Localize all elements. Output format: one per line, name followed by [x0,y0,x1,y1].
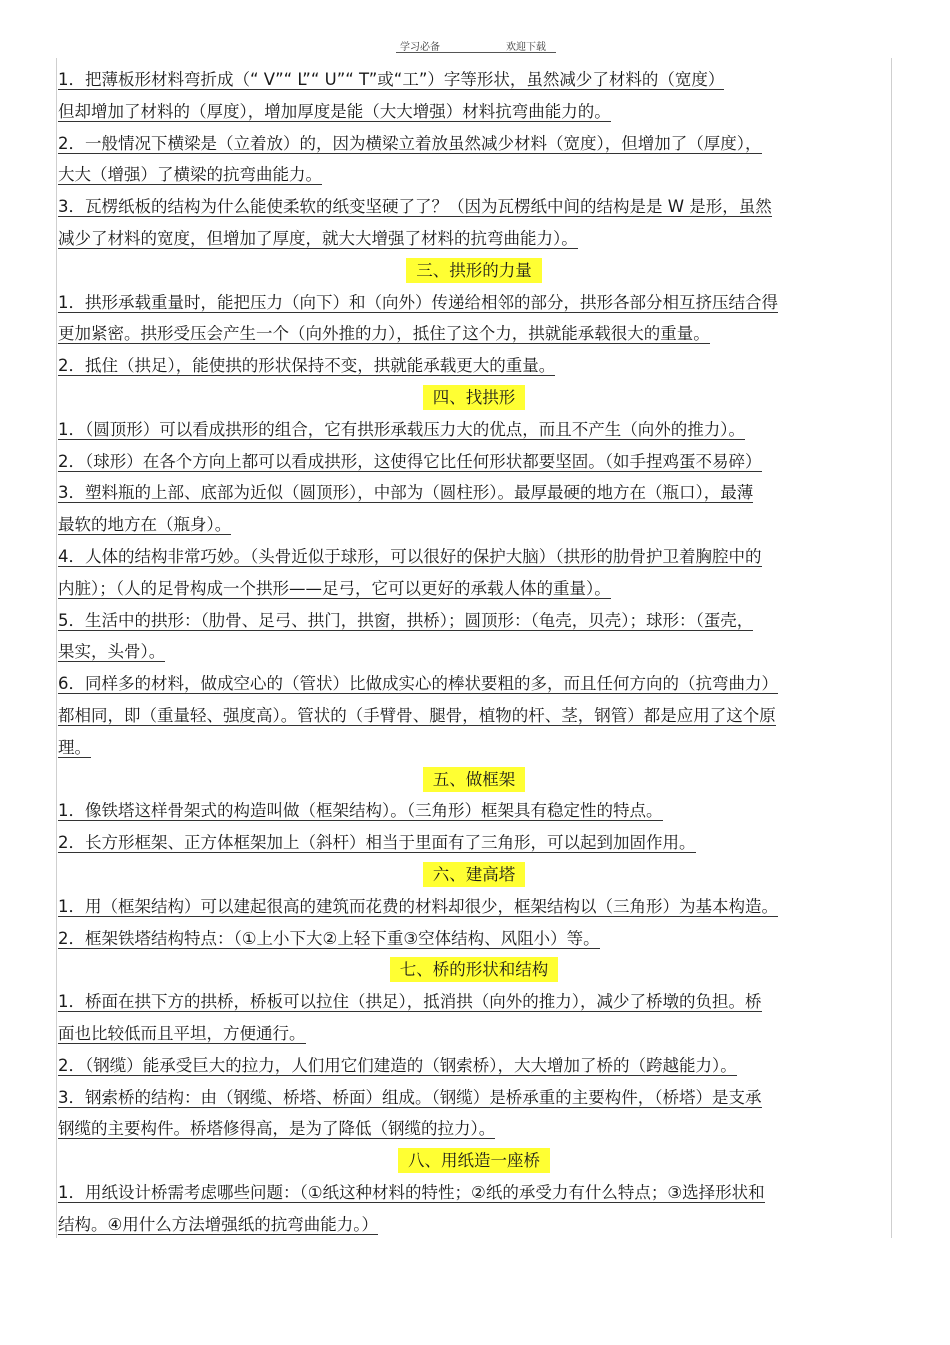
text-line [58,1082,950,1114]
text-line-content: 结构。④用什么方法增强纸的抗弯曲能力。） [58,1214,379,1234]
section-heading [58,859,890,891]
text-line [58,795,950,827]
text-line-content: 1．把薄板形材料弯折成（“ V”“ L”“ U”“ T”或“工”）字等形状，虽然减少了材料的（宽度） [58,70,725,89]
section-heading-text: 三、拱形的力量 [406,258,542,283]
text-line-content: 2．框架铁塔结构特点：（①上小下大②上轻下重③空体结构、风阻小）等。 [58,928,600,948]
text-line-content: 都相同，即（重量轻、强度高）。管状的（手臂骨、腿骨，植物的杆、茎，钢管）都是应用了这个原 [58,705,776,725]
text-line-content: 3．塑料瓶的上部、底部为近似（圆顶形），中部为（圆柱形）。最厚最硬的地方在（瓶口），最薄 [58,483,754,503]
text-line-content: 2．（球形）在各个方向上都可以看成拱形，这使得它比任何形状都要坚固。（如手捏鸡蛋不易碎） [58,451,762,471]
text-line-content: 1．（圆顶形）可以看成拱形的组合，它有拱形承载压力大的优点，而且不产生（向外的推力）。 [58,419,745,439]
section-heading-text: 七、桥的形状和结构 [390,957,559,982]
text-line-content: 2．一般情况下横梁是（立着放）的，因为横梁立着放虽然减少材料（宽度），但增加了（厚度）， [58,133,762,153]
text-line-content: 1．拱形承载重量时，能把压力（向下）和（向外）传递给相邻的部分，拱形各部分相互挤压结合得 [58,292,778,312]
text-line-content: 理。 [58,737,91,757]
text-line [58,350,950,382]
text-line-content: 大大（增强）了横梁的抗弯曲能力。 [58,165,322,185]
text-line-content: 更加紧密。拱形受压会产生一个（向外推的力），抵住了这个力，拱就能承载很大的重量。 [58,324,710,344]
text-line [58,1018,950,1050]
text-line [58,318,950,350]
text-line [58,509,950,541]
text-line [58,446,950,478]
text-line [58,1209,950,1241]
text-line-content: 3．瓦楞纸板的结构为什么能使柔软的纸变坚硬了了？（因为瓦楞纸中间的结构是是 W 是形，虽然 [58,197,772,217]
header-right-text: 欢迎下载 [506,42,546,53]
text-line-content: 最软的地方在（瓶身）。 [58,515,232,535]
text-line [58,891,950,923]
text-line-content: 减少了材料的宽度，但增加了厚度，就大大增强了材料的抗弯曲能力）。 [58,228,578,248]
text-line-content: 钢缆的主要构件。桥塔修得高，是为了降低（钢缆的拉力）。 [58,1119,496,1139]
text-line-content: 4．人体的结构非常巧妙。（头骨近似于球形，可以很好的保护大脑）（拱形的肋骨护卫着胸腔中的 [58,546,762,566]
section-heading [58,954,890,986]
text-line-content: 2．长方形框架、正方体框架加上（斜杆）相当于里面有了三角形，可以起到加固作用。 [58,833,696,853]
text-line-content: 2．抵住（拱足），能使拱的形状保持不变，拱就能承载更大的重量。 [58,356,556,376]
text-line [58,732,950,764]
text-line [58,541,950,573]
header-left-text: 学习必备 [400,42,440,53]
text-line-content: 2．（钢缆）能承受巨大的拉力，人们用它们建造的（钢索桥），大大增加了桥的（跨越能力）。 [58,1055,737,1075]
text-line [58,64,950,96]
text-line [58,159,950,191]
text-line [58,668,950,700]
document-body [58,64,950,1240]
text-line-content: 1．用（框架结构）可以建起很高的建筑而花费的材料却很少，框架结构以（三角形）为基本构造。 [58,896,778,916]
text-line-content: 3．钢索桥的结构：由（钢缆、桥塔、桥面）组成。（钢缆）是桥承重的主要构件，（桥塔）是支承 [58,1087,762,1107]
text-line [58,1113,950,1145]
text-line [58,287,950,319]
text-line-content: 面也比较低而且平坦，方便通行。 [58,1023,306,1043]
text-line [58,1177,950,1209]
text-line [58,636,950,668]
section-heading-text: 六、建高塔 [423,862,526,887]
text-line [58,1050,950,1082]
text-line-content: 1．用纸设计桥需考虑哪些问题：（①纸这种材料的特性；②纸的承受力有什么特点；③选择形状和 [58,1182,765,1202]
text-line [58,223,950,255]
text-line [58,414,950,446]
text-line [58,923,950,955]
text-line-content: 果实，头骨）。 [58,642,166,662]
text-line [58,191,950,223]
text-line-content: 但却增加了材料的（厚度），增加厚度是能（大大增强）材料抗弯曲能力的。 [58,101,611,121]
section-heading-text: 八、用纸造一座桥 [398,1148,550,1173]
text-line-content: 内脏）；（人的足骨构成一个拱形——足弓，它可以更好的承载人体的重量）。 [58,578,611,598]
section-heading [58,255,890,287]
page-header [396,38,556,53]
text-line-content: 6．同样多的材料，做成空心的（管状）比做成实心的棒状要粗的多，而且任何方向的（抗弯曲力） [58,674,778,694]
text-line-content: 1．桥面在拱下方的拱桥，桥板可以拉住（拱足），抵消拱（向外的推力），减少了桥墩的负担。桥 [58,992,762,1012]
section-heading [58,764,890,796]
text-line [58,827,950,859]
text-line [58,986,950,1018]
text-line [58,700,950,732]
text-line [58,605,950,637]
section-heading [58,1145,890,1177]
text-line [58,477,950,509]
text-line [58,96,950,128]
text-line-content: 5．生活中的拱形：（肋骨、足弓、拱门，拱窗，拱桥）；圆顶形：（龟壳，贝壳）；球形：（蛋壳， [58,610,754,630]
section-heading [58,382,890,414]
section-heading-text: 四、找拱形 [423,385,526,410]
text-line [58,573,950,605]
section-heading-text: 五、做框架 [423,767,526,792]
text-line [58,128,950,160]
text-line-content: 1．像铁塔这样骨架式的构造叫做（框架结构）。（三角形）框架具有稳定性的特点。 [58,801,663,821]
